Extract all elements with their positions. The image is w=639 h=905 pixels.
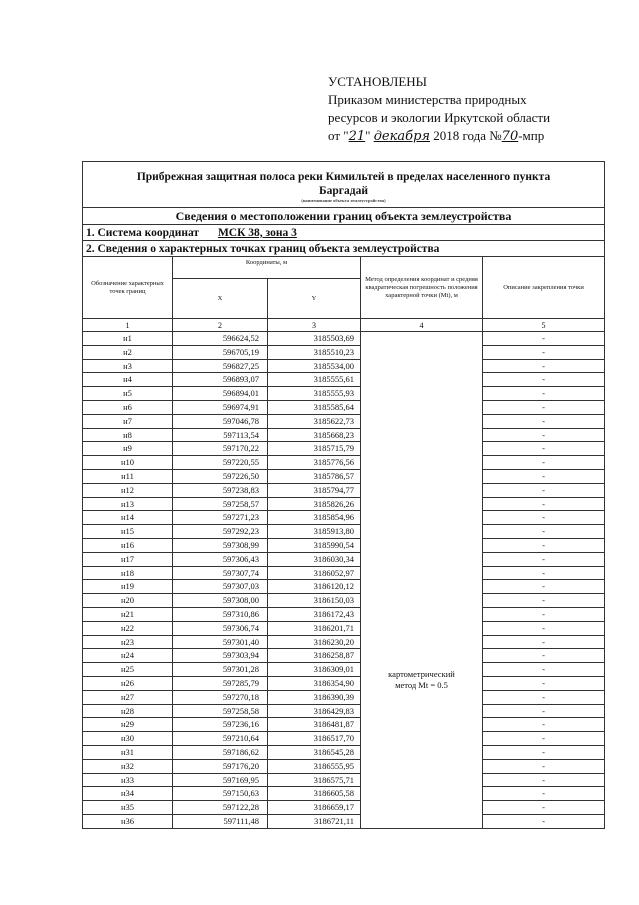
coord-x: 597292,23 (173, 525, 268, 539)
header-y: Y (268, 279, 361, 319)
coord-system-value: МСК 38, зона 3 (217, 226, 297, 239)
coord-y: 3185715,79 (268, 442, 361, 456)
coord-x: 597303,94 (173, 649, 268, 663)
point-description: - (483, 690, 605, 704)
table-row (83, 745, 605, 759)
approval-order-line2: ресурсов и экологии Иркутской области (328, 110, 551, 125)
point-description: - (483, 635, 605, 649)
col-num-2: 2 (173, 319, 268, 332)
method-cell (361, 332, 483, 829)
section-heading: Сведения о местоположении границ объекта землеустройства (83, 208, 605, 225)
coord-y: 3185668,23 (268, 428, 361, 442)
col-num-5: 5 (483, 319, 605, 332)
coord-x: 596827,25 (173, 359, 268, 373)
point-id: н13 (83, 497, 173, 511)
table-row (83, 814, 605, 828)
point-description: - (483, 525, 605, 539)
table-row (83, 442, 605, 456)
coord-x: 597258,57 (173, 497, 268, 511)
coord-y: 3186120,12 (268, 580, 361, 594)
point-id: н31 (83, 745, 173, 759)
point-id: н21 (83, 607, 173, 621)
point-description: - (483, 387, 605, 401)
coord-x: 596974,91 (173, 400, 268, 414)
coord-y: 3186721,11 (268, 814, 361, 828)
table-row (83, 801, 605, 815)
coord-y: 3186030,34 (268, 552, 361, 566)
point-id: н36 (83, 814, 173, 828)
coord-x: 597306,74 (173, 621, 268, 635)
point-description: - (483, 566, 605, 580)
coord-x: 596893,07 (173, 373, 268, 387)
point-description: - (483, 676, 605, 690)
point-id: н34 (83, 787, 173, 801)
coord-x: 597308,99 (173, 538, 268, 552)
coord-y: 3185854,96 (268, 511, 361, 525)
table-row (83, 704, 605, 718)
point-description: - (483, 621, 605, 635)
point-description: - (483, 745, 605, 759)
coord-system-row (83, 225, 605, 241)
coord-x: 597270,18 (173, 690, 268, 704)
coord-y: 3185585,64 (268, 400, 361, 414)
table-row (83, 690, 605, 704)
coord-x: 597122,28 (173, 801, 268, 815)
col-num-4: 4 (361, 319, 483, 332)
table-row (83, 676, 605, 690)
coord-y: 3186555,95 (268, 759, 361, 773)
table-row (83, 718, 605, 732)
table-row (83, 525, 605, 539)
order-number: 70 (501, 129, 519, 144)
coord-y: 3186545,28 (268, 745, 361, 759)
point-description: - (483, 511, 605, 525)
coord-x: 597310,86 (173, 607, 268, 621)
coord-x: 597176,20 (173, 759, 268, 773)
point-description: - (483, 663, 605, 677)
table-row (83, 483, 605, 497)
table-row (83, 387, 605, 401)
coord-x: 597220,55 (173, 456, 268, 470)
object-title (83, 162, 605, 208)
point-description: - (483, 801, 605, 815)
object-title-line2: Баргадай (319, 185, 368, 197)
date-year: 2018 года № (433, 128, 502, 143)
table-row (83, 787, 605, 801)
point-description: - (483, 373, 605, 387)
point-description: - (483, 759, 605, 773)
point-description: - (483, 718, 605, 732)
table-row (83, 332, 605, 346)
boundary-table (82, 161, 605, 829)
col-num-3: 3 (268, 319, 361, 332)
coord-y: 3186172,43 (268, 607, 361, 621)
table-row (83, 497, 605, 511)
coord-system-label: 1. Система координат (86, 226, 200, 239)
point-id: н17 (83, 552, 173, 566)
table-row (83, 428, 605, 442)
point-id: н10 (83, 456, 173, 470)
point-id: н32 (83, 759, 173, 773)
coord-x: 597170,22 (173, 442, 268, 456)
coord-x: 597307,03 (173, 580, 268, 594)
coord-y: 3185786,57 (268, 469, 361, 483)
point-description: - (483, 456, 605, 470)
table-row (83, 456, 605, 470)
coord-y: 3186052,97 (268, 566, 361, 580)
coord-y: 3185990,54 (268, 538, 361, 552)
header-desc: Описание закрепления точки (483, 257, 605, 319)
table-row (83, 635, 605, 649)
table-row (83, 552, 605, 566)
point-id: н15 (83, 525, 173, 539)
coord-x: 597111,48 (173, 814, 268, 828)
point-id: н11 (83, 469, 173, 483)
method-line2: метод Mt = 0.5 (395, 679, 448, 690)
object-title-line1: Прибрежная защитная полоса реки Кимильтей в пределах населенного пункта (136, 171, 551, 183)
point-description: - (483, 594, 605, 608)
point-id: н28 (83, 704, 173, 718)
point-description: - (483, 428, 605, 442)
point-description: - (483, 359, 605, 373)
coord-x: 597301,28 (173, 663, 268, 677)
points-heading: 2. Сведения о характерных точках границ объекта землеустройства (83, 241, 605, 257)
table-row (83, 469, 605, 483)
point-description: - (483, 538, 605, 552)
date-month: декабря (373, 129, 430, 144)
point-id: н24 (83, 649, 173, 663)
point-description: - (483, 732, 605, 746)
col-num-1: 1 (83, 319, 173, 332)
point-description: - (483, 414, 605, 428)
coord-y: 3186517,70 (268, 732, 361, 746)
point-id: н26 (83, 676, 173, 690)
table-row (83, 621, 605, 635)
coord-y: 3185555,93 (268, 387, 361, 401)
coord-x: 597258,58 (173, 704, 268, 718)
coord-y: 3186309,01 (268, 663, 361, 677)
coord-y: 3185776,56 (268, 456, 361, 470)
coord-x: 597301,40 (173, 635, 268, 649)
coord-x: 597226,50 (173, 469, 268, 483)
order-suffix: -мпр (518, 128, 545, 143)
coord-y: 3186659,17 (268, 801, 361, 815)
point-description: - (483, 483, 605, 497)
point-id: н4 (83, 373, 173, 387)
coord-y: 3186605,58 (268, 787, 361, 801)
approval-order-line1: Приказом министерства природных (328, 92, 527, 107)
point-description: - (483, 552, 605, 566)
coord-x: 597238,83 (173, 483, 268, 497)
table-row (83, 580, 605, 594)
coord-y: 3186230,20 (268, 635, 361, 649)
point-id: н18 (83, 566, 173, 580)
point-description: - (483, 787, 605, 801)
table-row (83, 373, 605, 387)
point-description: - (483, 580, 605, 594)
point-id: н8 (83, 428, 173, 442)
table-row (83, 359, 605, 373)
point-id: н22 (83, 621, 173, 635)
coord-y: 3185510,23 (268, 345, 361, 359)
point-id: н9 (83, 442, 173, 456)
coord-x: 597308,00 (173, 594, 268, 608)
table-row (83, 345, 605, 359)
point-id: н16 (83, 538, 173, 552)
coord-x: 597150,63 (173, 787, 268, 801)
point-id: н23 (83, 635, 173, 649)
point-id: н7 (83, 414, 173, 428)
table-row (83, 511, 605, 525)
header-coords: Координаты, м (173, 257, 361, 279)
point-id: н33 (83, 773, 173, 787)
point-description: - (483, 814, 605, 828)
point-description: - (483, 649, 605, 663)
table-row (83, 594, 605, 608)
coord-y: 3186201,71 (268, 621, 361, 635)
point-description: - (483, 773, 605, 787)
point-id: н14 (83, 511, 173, 525)
method-line1: картометрический (388, 668, 455, 679)
table-row (83, 649, 605, 663)
table-row (83, 759, 605, 773)
coord-x: 597236,16 (173, 718, 268, 732)
point-description: - (483, 442, 605, 456)
point-id: н1 (83, 332, 173, 346)
point-description: - (483, 469, 605, 483)
coord-y: 3186481,87 (268, 718, 361, 732)
coord-x: 597169,95 (173, 773, 268, 787)
coord-y: 3186354,90 (268, 676, 361, 690)
point-description: - (483, 607, 605, 621)
coord-x: 596705,19 (173, 345, 268, 359)
date-mid: " (365, 128, 371, 143)
coord-y: 3186390,39 (268, 690, 361, 704)
coord-x: 597285,79 (173, 676, 268, 690)
coord-y: 3186150,03 (268, 594, 361, 608)
point-description: - (483, 332, 605, 346)
approval-block (328, 73, 550, 146)
point-id: н27 (83, 690, 173, 704)
point-description: - (483, 400, 605, 414)
header-method: Метод определения координат и средняя квадратическая погрешность положения характерной точки (Mt), м (361, 257, 483, 319)
point-id: н35 (83, 801, 173, 815)
header-x: X (173, 279, 268, 319)
table-row (83, 732, 605, 746)
coord-y: 3186258,87 (268, 649, 361, 663)
coord-y: 3186429,83 (268, 704, 361, 718)
coord-x: 596624,52 (173, 332, 268, 346)
coord-y: 3185534,00 (268, 359, 361, 373)
approval-heading: УСТАНОВЛЕНЫ (328, 74, 427, 89)
table-row (83, 400, 605, 414)
object-subtitle: (наименование объекта землеустройства) (301, 198, 386, 203)
table-row (83, 773, 605, 787)
coord-y: 3185826,26 (268, 497, 361, 511)
table-row (83, 607, 605, 621)
point-id: н25 (83, 663, 173, 677)
coord-y: 3185622,73 (268, 414, 361, 428)
point-id: н5 (83, 387, 173, 401)
point-id: н30 (83, 732, 173, 746)
point-description: - (483, 497, 605, 511)
coord-x: 596894,01 (173, 387, 268, 401)
table-row (83, 538, 605, 552)
coord-y: 3185913,80 (268, 525, 361, 539)
coord-x: 597186,62 (173, 745, 268, 759)
point-id: н20 (83, 594, 173, 608)
date-prefix: от " (328, 128, 349, 143)
point-id: н19 (83, 580, 173, 594)
table-row (83, 414, 605, 428)
coord-x: 597210,64 (173, 732, 268, 746)
point-id: н6 (83, 400, 173, 414)
coord-x: 597046,78 (173, 414, 268, 428)
coord-y: 3185794,77 (268, 483, 361, 497)
point-id: н29 (83, 718, 173, 732)
header-point: Обозначение характерных точек границ (83, 257, 173, 319)
point-id: н12 (83, 483, 173, 497)
coord-x: 597306,43 (173, 552, 268, 566)
point-description: - (483, 345, 605, 359)
coord-y: 3185555,61 (268, 373, 361, 387)
coord-x: 597307,74 (173, 566, 268, 580)
approval-date-line (328, 127, 550, 146)
point-id: н3 (83, 359, 173, 373)
coord-y: 3185503,69 (268, 332, 361, 346)
point-description: - (483, 704, 605, 718)
coord-x: 597113,54 (173, 428, 268, 442)
coord-x: 597271,23 (173, 511, 268, 525)
table-row (83, 566, 605, 580)
coord-y: 3186575,71 (268, 773, 361, 787)
point-id: н2 (83, 345, 173, 359)
table-row (83, 663, 605, 677)
date-day: 21 (348, 129, 366, 144)
